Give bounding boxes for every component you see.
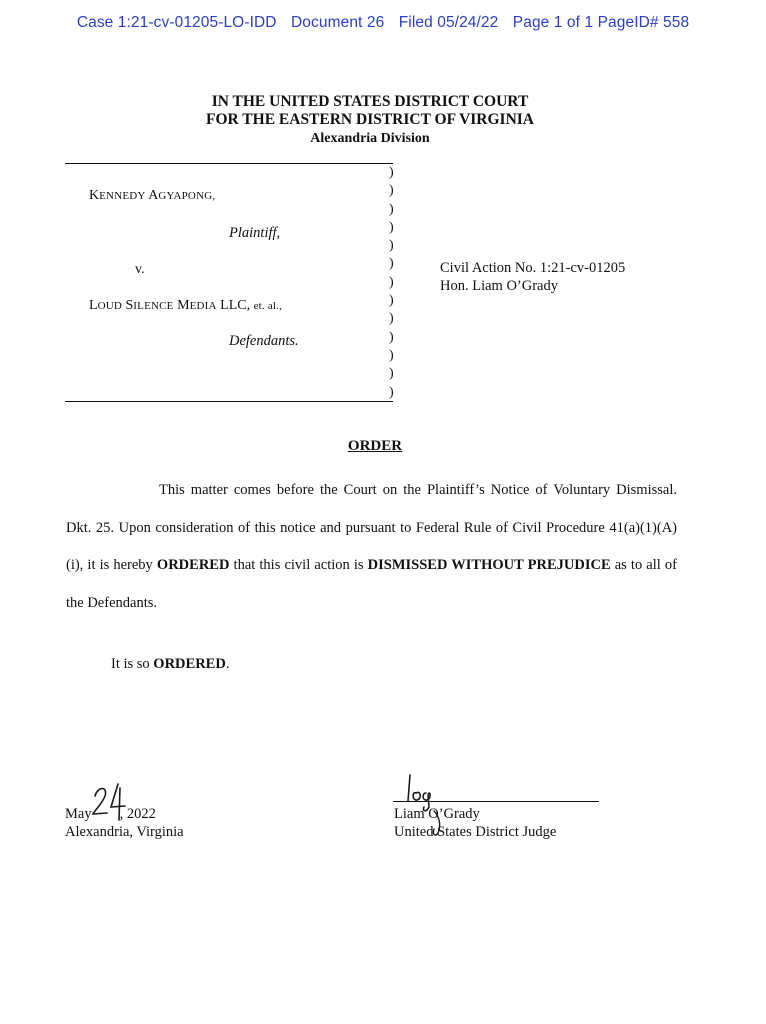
court-name-line2: FOR THE EASTERN DISTRICT OF VIRGINIA <box>205 111 535 128</box>
presiding-judge: Hon. Liam O’Grady <box>440 278 558 294</box>
case-number: Case 1:21-cv-01205-LO-IDD <box>76 14 277 31</box>
date-line: May , 2022 <box>65 806 156 822</box>
plaintiff-role: Plaintiff, <box>229 225 281 241</box>
handwritten-day-24 <box>92 782 126 822</box>
civil-action-number: Civil Action No. 1:21-cv-01205 <box>440 260 626 276</box>
judge-name: Liam O’Grady <box>394 806 480 822</box>
plaintiff-name: KENNEDY AGYAPONG, <box>89 188 216 203</box>
judge-title: United States District Judge <box>394 824 557 840</box>
page-info: Page 1 of 1 PageID# 558 <box>512 14 690 31</box>
filed-date: Filed 05/24/22 <box>398 14 499 31</box>
so-ordered-line: It is so ORDERED. <box>111 656 230 672</box>
caption-top-rule <box>65 163 393 164</box>
defendant-name: LOUD SILENCE MEDIA LLC, et. al., <box>89 298 283 313</box>
order-body: This matter comes before the Court on the Plaintiff’s Notice of Voluntary Dismissal. Dkt. 25. Upon consideration of this notice and pursuant to Federal Rule of Civil Procedure 41(a)(1)(A)(i), it is hereby ORDERED that this civil action is DISMISSED WITHOUT PREJUDICE as to all of the Defendants. <box>66 482 677 611</box>
court-division: Alexandria Division <box>310 131 430 146</box>
versus: v. <box>135 262 145 277</box>
caption-parentheses: ) ) ) ) ) ) ) ) ) ) ) ) ) <box>389 165 394 400</box>
place-line: Alexandria, Virginia <box>65 824 184 840</box>
defendant-role: Defendants. <box>229 333 299 349</box>
document-number: Document 26 <box>291 14 385 31</box>
caption-bottom-rule <box>65 401 393 402</box>
ecf-header-stamp <box>0 14 766 32</box>
court-name-line1: IN THE UNITED STATES DISTRICT COURT <box>211 93 529 110</box>
order-title: ORDER <box>347 438 403 454</box>
